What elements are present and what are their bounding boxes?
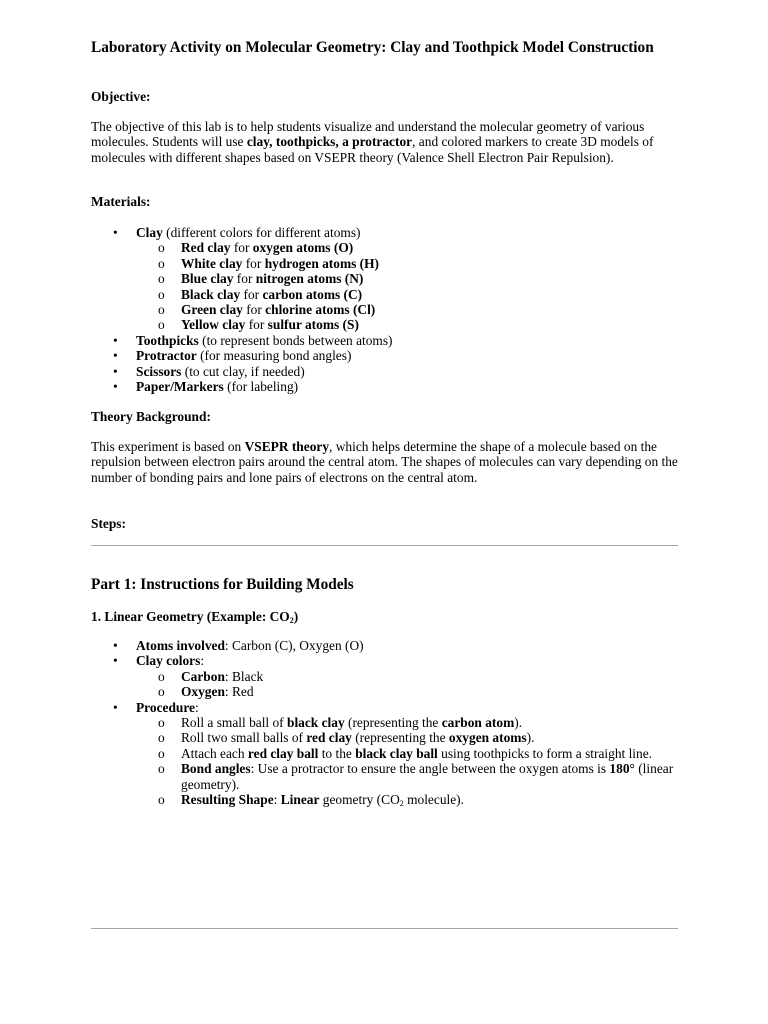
list-item: o Roll a small ball of black clay (representing the carbon atom). [136,715,681,730]
list-item: • Protractor (for measuring bond angles) [91,348,681,363]
list-item: • Procedure: o Roll a small ball of black clay (representing the carbon atom). o Roll two small balls of red clay (representing the oxygen atoms). o Attach each red clay ball to the black clay ball using toothpicks to form a straight line. o Bond angles: Use a protractor to ensure the angle between the oxygen atoms is 180° (linear geometry). o Resulting Shape: Linear geometry ($CO_2$ molecule). [91,700,681,808]
list-item: • Atoms involved: Carbon (C), Oxygen (O) [91,638,681,653]
list-item: o Green clay for chlorine atoms (Cl) [136,302,681,317]
theory-heading: Theory Background: [91,409,211,424]
list-item: o Oxygen: Red [136,684,681,699]
linear-geometry-heading: 1. Linear Geometry (Example: $CO_2$) [91,609,299,625]
list-item: o Bond angles: Use a protractor to ensure the angle between the oxygen atoms is 180° (linear geometry). [136,761,681,792]
list-item: • Scissors (to cut clay, if needed) [91,364,681,379]
part1-title: Part 1: Instructions for Building Models [91,576,354,593]
list-item: • Clay (different colors for different atoms) o Red clay for oxygen atoms (O) o White clay for hydrogen atoms (H) o Blue clay for nitrogen atoms (N) o Black clay for carbon atoms (C) o Green clay for chlorine atoms (Cl) o Yellow clay for sulfur atoms (S) [91,225,681,333]
list-item: o Black clay for carbon atoms (C) [136,287,681,302]
procedure-sublist [136,715,681,807]
objective-paragraph: The objective of this lab is to help students visualize and understand the molecular geometry of various molecules. Students will use clay, toothpicks, a protractor, and colored markers to create 3D models of molecules with different shapes based on VSEPR theory (Valence Shell Electron Pair Repulsion). [91,119,654,165]
horizontal-divider [91,545,678,546]
list-item: • Clay colors: o Carbon: Black o Oxygen: Red [91,653,681,699]
document-title: Laboratory Activity on Molecular Geometry: Clay and Toothpick Model Construction [91,39,654,56]
list-item: o White clay for hydrogen atoms (H) [136,256,681,271]
theory-paragraph: This experiment is based on VSEPR theory, which helps determine the shape of a molecule based on the repulsion between electron pairs around the central atom. The shapes of molecules can vary depending on the number of bonding pairs and lone pairs of electrons on the central atom. [91,439,678,485]
list-item: o Resulting Shape: Linear geometry ($CO_2$ molecule). [136,792,681,807]
list-item: o Roll two small balls of red clay (representing the oxygen atoms). [136,730,681,745]
list-item: o Red clay for oxygen atoms (O) [136,240,681,255]
list-item: • Paper/Markers (for labeling) [91,379,681,394]
list-item: o Yellow clay for sulfur atoms (S) [136,317,681,332]
objective-heading: Objective: [91,89,151,104]
clay-color-list [136,240,681,332]
clay-colors-sublist [136,669,681,700]
horizontal-divider [91,928,678,929]
steps-heading: Steps: [91,516,126,531]
linear-geometry-list [91,638,681,807]
list-item: o Blue clay for nitrogen atoms (N) [136,271,681,286]
list-item: • Toothpicks (to represent bonds between atoms) [91,333,681,348]
materials-list [91,225,681,394]
materials-heading: Materials: [91,194,151,209]
list-item: o Carbon: Black [136,669,681,684]
list-item: o Attach each red clay ball to the black clay ball using toothpicks to form a straight line. [136,746,681,761]
